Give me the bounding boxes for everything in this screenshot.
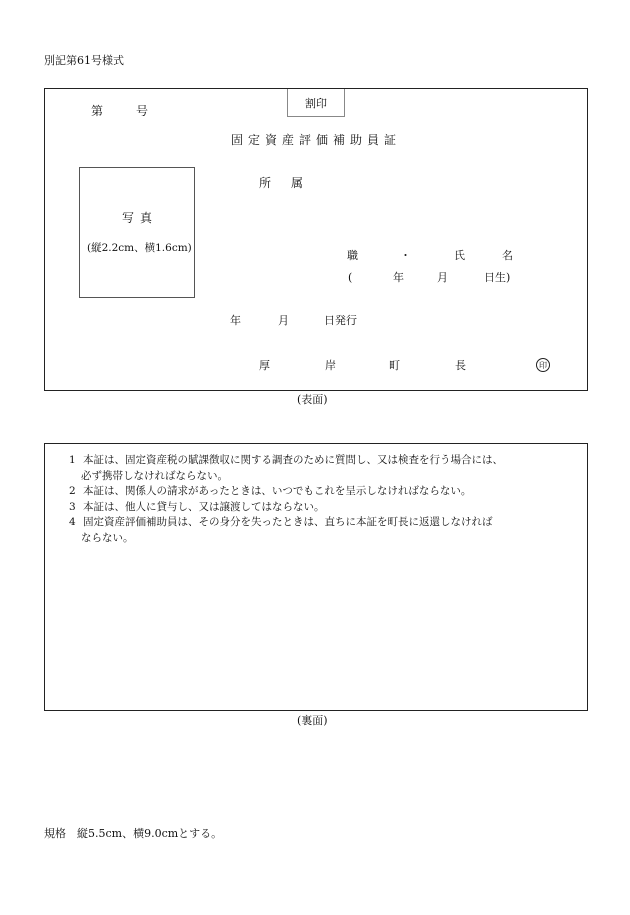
position-label: 職 [347, 249, 358, 262]
photo-size-note: (縦2.2cm、横1.6cm) [87, 242, 192, 254]
note-item [61, 515, 581, 546]
number-label-prefix: 第 [91, 104, 104, 118]
note-text: 本証は、他人に貸与し、又は譲渡してはならない。 [83, 500, 325, 513]
issuer-char-4: 長 [455, 359, 466, 372]
photo-label: 写真 [122, 211, 159, 225]
note-item [61, 484, 581, 500]
name-label: 氏 [454, 249, 465, 262]
note-number: 1 [69, 454, 76, 466]
issue-day-label: 日発行 [324, 314, 357, 327]
issue-month-label: 月 [278, 314, 289, 327]
tally-stamp-label: 割印 [305, 96, 327, 110]
note-number: 3 [69, 500, 76, 513]
back-caption: (裏面) [297, 714, 328, 727]
issuer-char-3: 町 [389, 359, 400, 372]
note-item [61, 500, 581, 516]
seal-mark [536, 358, 550, 372]
note-continuation: ならない。 [81, 531, 134, 544]
form-label: 別記第61号様式 [44, 54, 124, 67]
issue-year-label: 年 [230, 314, 241, 327]
note-text: 本証は、関係人の請求があったときは、いつでもこれを呈示しなければならない。 [83, 485, 472, 497]
notes-list [61, 453, 581, 546]
note-continuation: 必ず携帯しなければならない。 [81, 469, 228, 482]
birth-year-label: 年 [393, 271, 404, 284]
specification: 規格 縦5.5cm、横9.0cmとする。 [44, 827, 223, 840]
separator-dot: ・ [400, 249, 411, 262]
name-label-2: 名 [502, 249, 513, 262]
note-text: 本証は、固定資産税の賦課徴収に関する調査のために質問し、又は検査を行う場合には、 [83, 454, 503, 466]
front-caption: (表面) [297, 393, 328, 406]
birth-open-paren: ( [348, 271, 353, 284]
note-item [61, 453, 581, 484]
note-text: 固定資産評価補助員は、その身分を失ったときは、直ちに本証を町長に返還しなければ [83, 516, 493, 528]
number-label-suffix: 号 [136, 104, 149, 118]
seal-label: 印 [539, 360, 547, 370]
card-back [44, 443, 588, 711]
birth-month-label: 月 [437, 271, 448, 284]
tally-stamp-box [287, 89, 345, 117]
card-title: 固定資産評価補助員証 [231, 133, 402, 147]
issuer-char-2: 岸 [325, 359, 336, 372]
photo-box [79, 167, 195, 298]
note-number: 4 [69, 516, 76, 528]
affiliation-label: 所 属 [259, 176, 308, 190]
note-number: 2 [69, 485, 76, 497]
birth-day-label: 日生) [484, 271, 511, 284]
card-front [44, 88, 588, 391]
issuer-char-1: 厚 [259, 359, 270, 372]
